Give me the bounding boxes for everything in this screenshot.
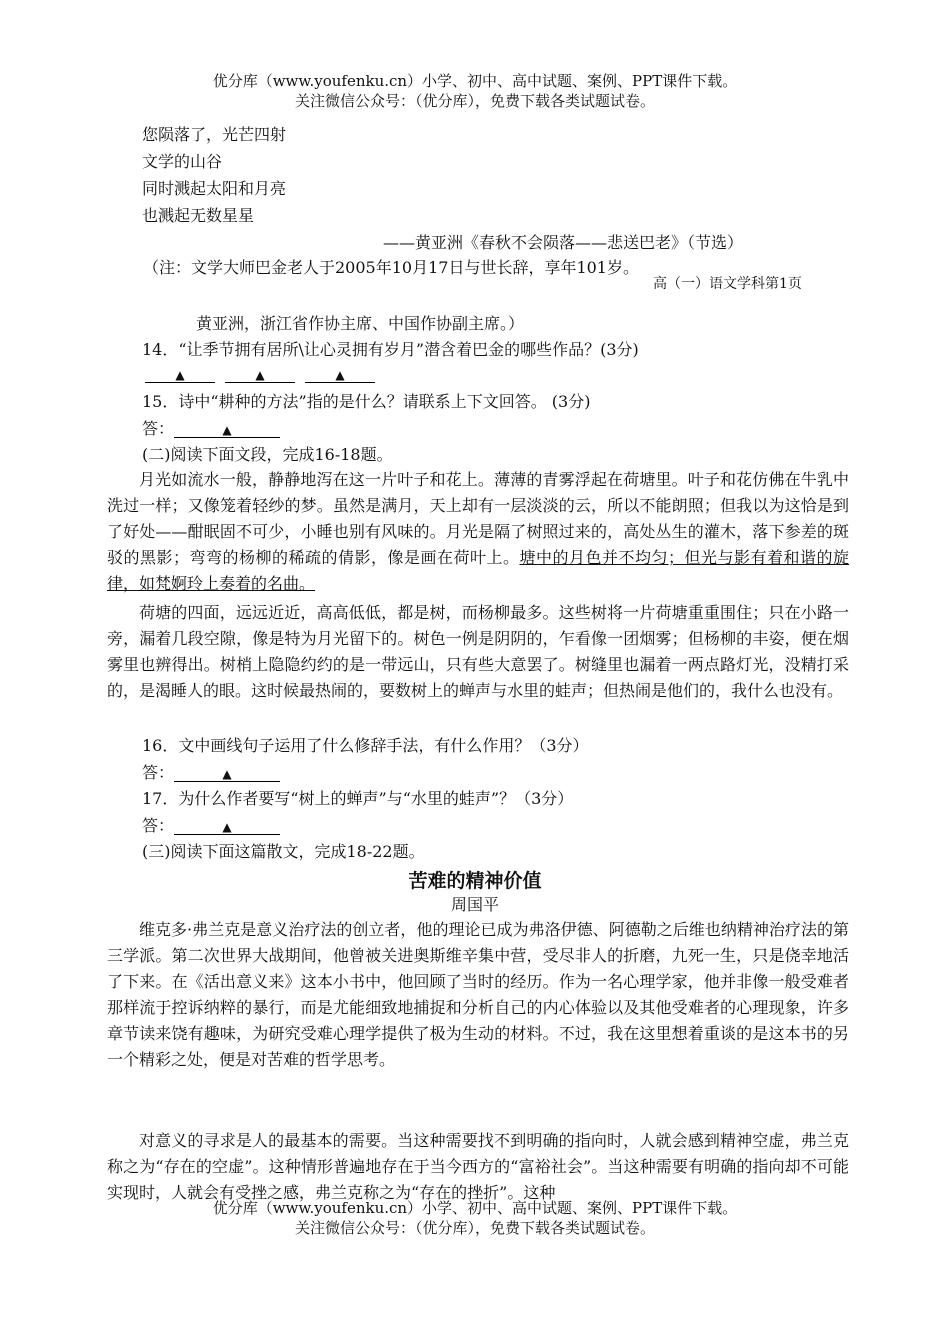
passage-2-paragraph-1 bbox=[107, 467, 849, 597]
answer-17 bbox=[142, 813, 280, 836]
answer-label: 答： bbox=[142, 763, 175, 782]
essay-author: 周国平 bbox=[450, 895, 499, 914]
question-15: 15．诗中“耕种的方法”指的是什么？请联系上下文回答。 (3分) bbox=[142, 392, 591, 411]
question-14: 14．“让季节拥有居所\让心灵拥有岁月”潜含着巴金的哪些作品？(3分) bbox=[142, 340, 639, 359]
question-17: 17．为什么作者要写“树上的蝉声”与“水里的蛙声”？（3分） bbox=[142, 789, 574, 808]
answer-blanks-14 bbox=[145, 364, 385, 383]
answer-15 bbox=[142, 416, 280, 439]
passage-2-text: 月光如流水一般，静静地泻在这一片叶子和花上。薄薄的青雾浮起在荷塘里。叶子和花仿佛在牛乳中洗过一样；又像笼着轻纱的梦。虽然是满月，天上却有一层淡淡的云，所以不能朗照；但我以为这恰是到了好处——酣眠固不可少，小睡也别有风味的。月光是隔了树照过来的，高处丛生的灌木，落下参差的斑驳的黑影；弯弯的杨柳的稀疏的倩影，像是画在荷叶上。 bbox=[107, 470, 849, 567]
note-line-2: 黄亚洲，浙江省作协主席、中国作协副主席。） bbox=[196, 314, 525, 333]
poem-source: ——黄亚洲《春秋不会陨落——悲送巴老》（节选） bbox=[383, 233, 744, 252]
poem-line-3: 同时溅起太阳和月亮 bbox=[142, 179, 287, 198]
footer-banner-line1: 优分库（www.youfenku.cn）小学、初中、高中试题、案例、PPT课件下载。 bbox=[212, 1199, 738, 1217]
essay-title: 苦难的精神价值 bbox=[408, 870, 542, 892]
answer-line[interactable]: ▲ bbox=[174, 423, 280, 438]
answer-blank[interactable]: ▲ bbox=[305, 368, 375, 383]
section-2-heading: (二)阅读下面文段，完成16-18题。 bbox=[142, 445, 393, 464]
footer-banner-line2: 关注微信公众号：（优分库），免费下载各类试题试卷。 bbox=[294, 1219, 655, 1237]
answer-label: 答： bbox=[142, 419, 175, 438]
poem-line-2: 文学的山谷 bbox=[142, 152, 223, 171]
answer-label: 答： bbox=[142, 816, 175, 835]
footer-banner bbox=[0, 1198, 950, 1238]
section-3-heading: (三)阅读下面这篇散文，完成18-22题。 bbox=[142, 842, 425, 861]
answer-line[interactable]: ▲ bbox=[174, 820, 280, 835]
passage-2-paragraph-2: 荷塘的四面，远远近近，高高低低，都是树，而杨柳最多。这些树将一片荷塘重重围住；只在小路一旁，漏着几段空隙，像是特为月光留下的。树色一例是阴阴的，乍看像一团烟雾；但杨柳的丰姿，便在烟雾里也辨得出。树梢上隐隐约约的是一带远山，只有些大意罢了。树缝里也漏着一两点路灯光，没精打采的，是渴睡人的眼。这时候最热闹的，要数树上的蝉声与水里的蛙声；但热闹是他们的，我什么也没有。 bbox=[107, 603, 849, 700]
header-banner-line1: 优分库（www.youfenku.cn）小学、初中、高中试题、案例、PPT课件下载。 bbox=[212, 72, 738, 90]
answer-blank[interactable]: ▲ bbox=[145, 368, 215, 383]
essay-paragraph-2: 对意义的寻求是人的最基本的需要。当这种需要找不到明确的指向时，人就会感到精神空虚，弗兰克称之为“存在的空虚”。这种情形普遍地存在于当今西方的“富裕社会”。当这种需要有明确的指向却不可能实现时，人就会有受挫之感，弗兰克称之为“存在的挫折”。这种 bbox=[107, 1131, 849, 1202]
answer-line[interactable]: ▲ bbox=[174, 767, 280, 782]
answer-blank[interactable]: ▲ bbox=[225, 368, 295, 383]
essay-paragraph-1: 维克多·弗兰克是意义治疗法的创立者，他的理论已成为弗洛伊德、阿德勒之后维也纳精神治疗法的第三学派。第二次世界大战期间，他曾被关进奥斯维辛集中营，受尽非人的折磨，九死一生，只是侥幸地活了下来。在《活出意义来》这本小书中，他回顾了当时的经历。作为一名心理学家，他并非像一般受难者那样流于控诉纳粹的暴行，而是尤能细致地捕捉和分析自己的内心体验以及其他受难者的心理现象，许多章节读来饶有趣味，为研究受难心理学提供了极为生动的材料。不过，我在这里想着重谈的是这本书的另一个精彩之处，便是对苦难的哲学思考。 bbox=[107, 920, 849, 1069]
page-label: 高（一）语文学科第1页 bbox=[653, 276, 802, 292]
poem-line-4: 也溅起无数星星 bbox=[142, 206, 255, 225]
question-16: 16．文中画线句子运用了什么修辞手法，有什么作用？（3分） bbox=[142, 736, 589, 755]
header-banner bbox=[0, 71, 950, 111]
header-banner-line2: 关注微信公众号：（优分库），免费下载各类试题试卷。 bbox=[294, 92, 655, 110]
poem-note bbox=[107, 255, 647, 281]
poem-line-1: 您陨落了，光芒四射 bbox=[142, 125, 287, 144]
answer-16 bbox=[142, 760, 280, 783]
underlined-sentence: 塘中的月色并不均匀；但光与影有着和谐的旋律，如梵婀玲上奏着的名曲。 bbox=[107, 548, 849, 593]
note-line-1: （注：文学大师巴金老人于2005年10月17日与世长辞，享年101岁。 bbox=[143, 258, 639, 277]
